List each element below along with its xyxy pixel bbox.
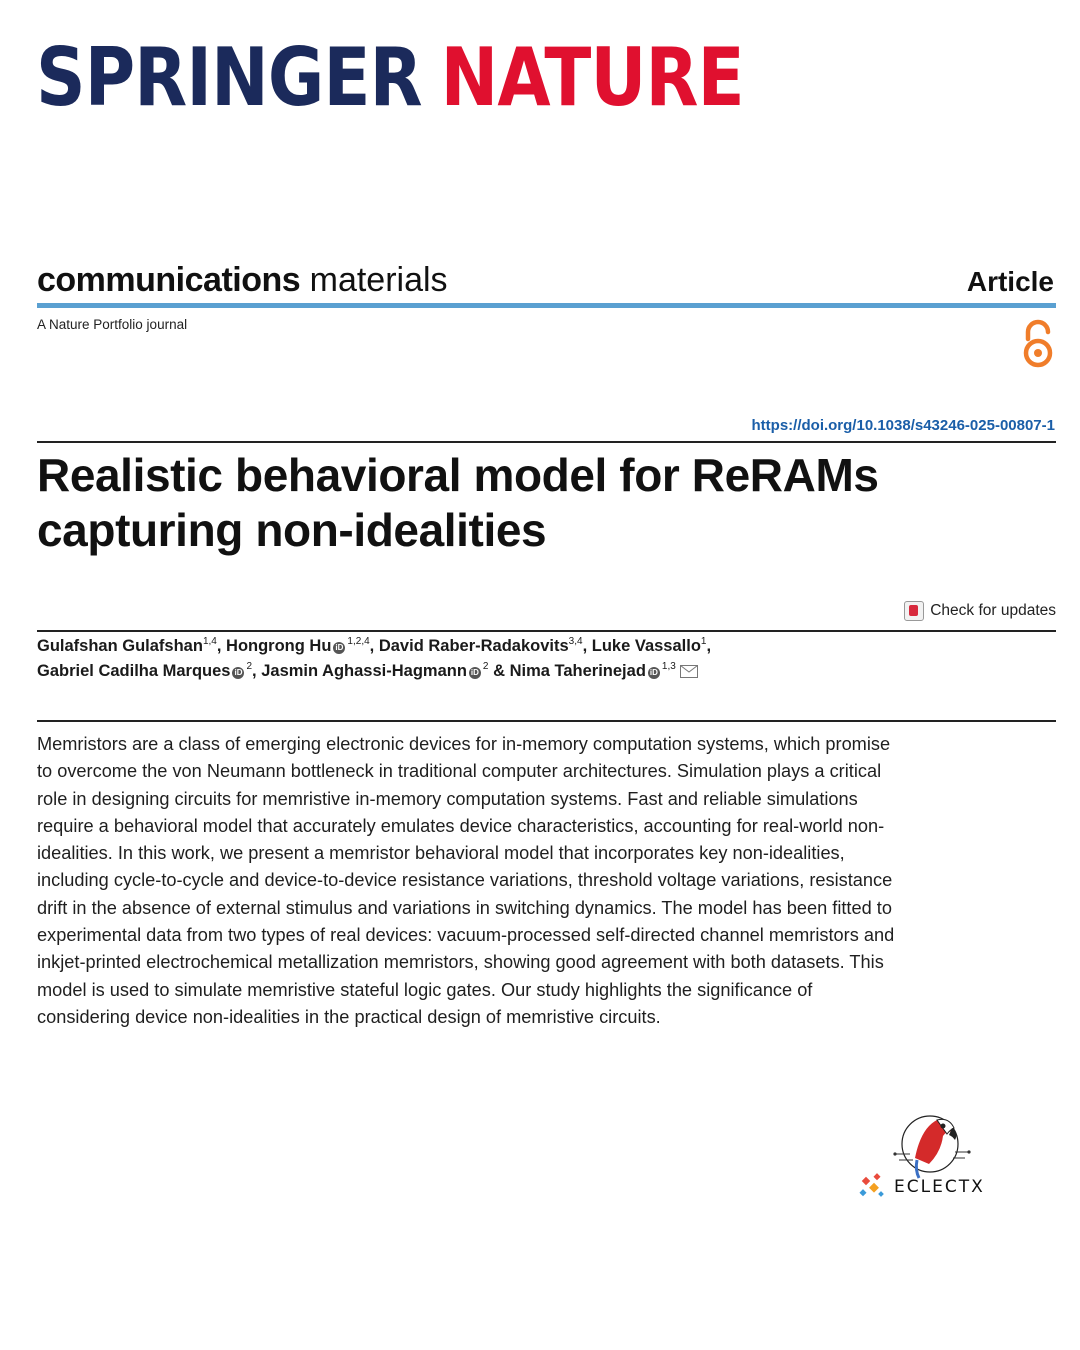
- author-separator: ,: [706, 637, 712, 655]
- article-title: Realistic behavioral model for ReRAMs capturing non-idealities: [37, 449, 879, 556]
- publisher-word-nature: NATURE: [440, 31, 744, 124]
- author-name[interactable]: Gabriel Cadilha Marques: [37, 662, 231, 680]
- author-affiliation: 2: [246, 661, 253, 672]
- journal-name-light: materials: [309, 261, 448, 299]
- article-type-label: Article: [966, 266, 1054, 297]
- author-name[interactable]: Hongrong Hu: [226, 637, 332, 655]
- author-name[interactable]: David Raber-Radakovits: [378, 637, 569, 655]
- orcid-icon[interactable]: iD: [234, 668, 243, 677]
- orcid-icon[interactable]: iD: [470, 668, 479, 677]
- author-affiliation: 3,4: [568, 636, 583, 647]
- check-for-updates-button[interactable]: [904, 601, 1056, 621]
- author-line: [37, 637, 711, 680]
- orcid-icon[interactable]: iD: [335, 643, 344, 652]
- author-name[interactable]: Gulafshan Gulafshan: [37, 637, 203, 655]
- author-affiliation: 1,4: [202, 636, 217, 647]
- author-name[interactable]: Jasmin Aghassi-Hagmann: [261, 662, 467, 680]
- journal-name-bold: communications: [37, 261, 301, 299]
- journal-header-rule: [37, 303, 1056, 308]
- author-affiliation: 1,3: [661, 661, 676, 672]
- journal-name: [37, 258, 448, 302]
- author-separator: ,: [216, 637, 227, 655]
- abstract-text: Memristors are a class of emerging electronic devices for in-memory computation systems, which promise to overcome the von Neumann bottleneck in traditional computer architectures. Simulation plays a critical role in designing circuits for memristive in-memory computation systems. Fast and reliable simulations require a behavioral model that accurately emulates device characteristics, accounting for real-world non-idealities. In this work, we present a memristor behavioral model that incorporates key non-idealities, including cycle-to-cycle and device-to-device resistance variations, threshold voltage variations, resistance drift in the absence of external stimulus and variations in switching dynamics. The model has been fitted to experimental data from two types of real devices: vacuum-processed self-directed channel memristors and inkjet-printed electrochemical metallization memristors, showing good agreement with both datasets. This model is used to simulate memristive stateful logic gates. Our study highlights the significance of considering device non-idealities in the practical design of memristive circuits.: [37, 734, 895, 1027]
- doi-link[interactable]: https://doi.org/10.1038/s43246-025-00807-1: [751, 417, 1055, 434]
- publisher-word-springer: SPRINGER: [36, 31, 422, 124]
- author-name[interactable]: Luke Vassallo: [591, 637, 701, 655]
- author-separator: ,: [369, 637, 379, 655]
- check-updates-icon: [904, 601, 924, 621]
- author-list: [37, 634, 1037, 686]
- publisher-logo: [36, 30, 744, 126]
- orcid-icon[interactable]: iD: [649, 668, 658, 677]
- title-top-rule: [37, 441, 1056, 443]
- email-icon[interactable]: [680, 661, 698, 686]
- open-access-icon: [1018, 319, 1058, 369]
- journal-tagline: A Nature Portfolio journal: [37, 317, 188, 332]
- author-separator: &: [488, 662, 510, 680]
- author-separator: ,: [582, 637, 592, 655]
- authors-top-rule: [37, 630, 1056, 632]
- author-separator: ,: [252, 662, 262, 680]
- author-affiliation: 2: [482, 661, 489, 672]
- abstract-top-rule: [37, 720, 1056, 722]
- eclectx-wordmark: ECLECTX: [894, 1177, 985, 1197]
- author-name[interactable]: Nima Taherinejad: [509, 662, 646, 680]
- check-updates-label: Check for updates: [930, 602, 1056, 619]
- author-affiliation: 1,2,4: [347, 636, 370, 647]
- author-affiliation: 1: [700, 636, 707, 647]
